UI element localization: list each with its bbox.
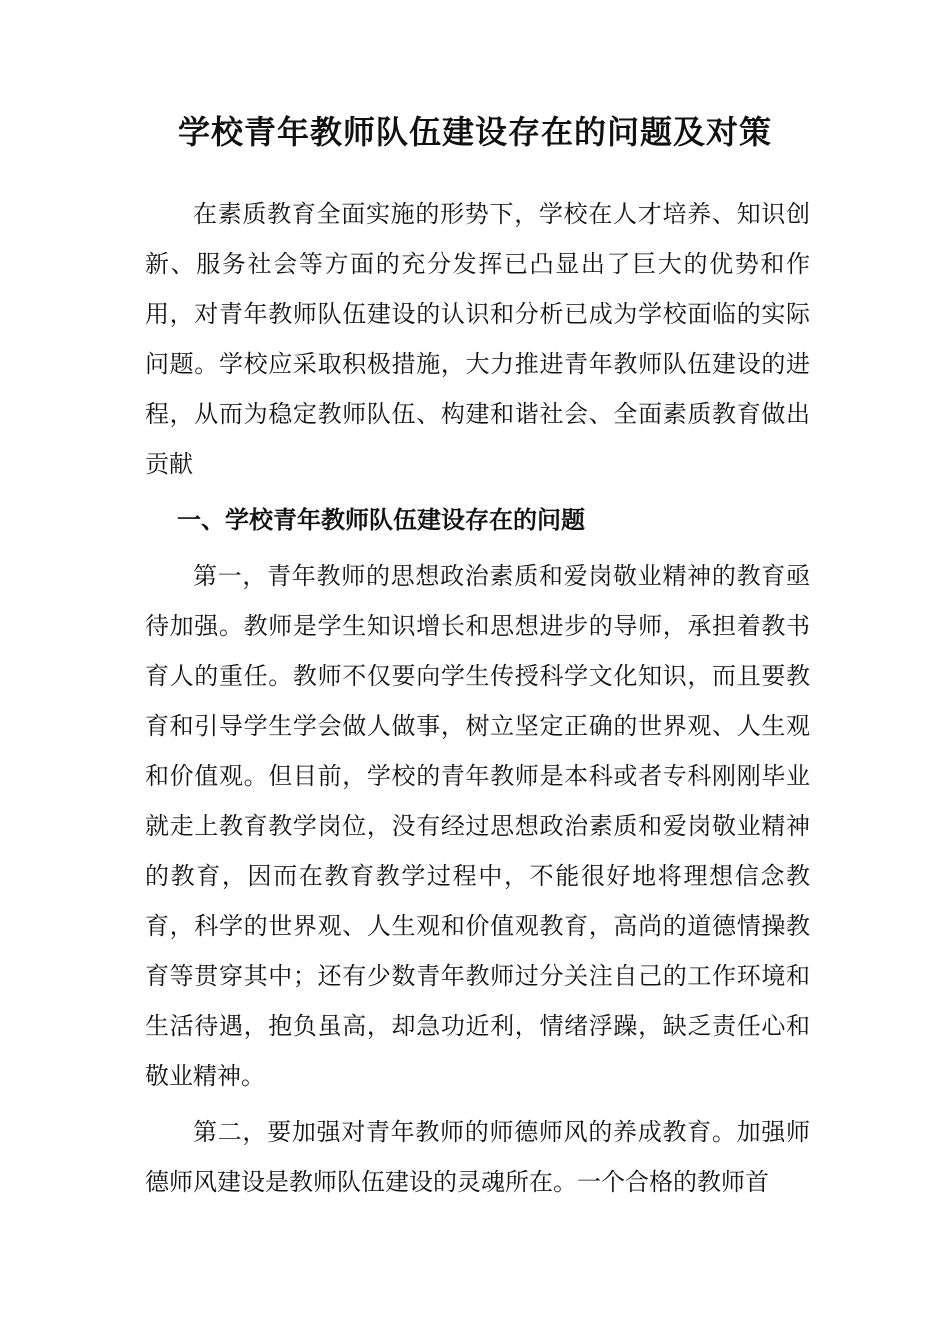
document-title: 学校青年教师队伍建设存在的问题及对策 (177, 113, 772, 151)
document-body (145, 189, 810, 1207)
paragraph-second: 第二，要加强对青年教师的师德师风的养成教育。加强师德师风建设是教师队伍建设的灵魂所在。一个合格的教师首 (145, 1118, 810, 1196)
section-heading: 一、学校青年教师队伍建设存在的问题 (177, 506, 585, 534)
intro-paragraph: 在素质教育全面实施的形势下，学校在人才培养、知识创新、服务社会等方面的充分发挥已凸显出了巨大的优势和作用，对青年教师队伍建设的认识和分析已成为学校面临的实际问题。学校应采取积极措施，大力推进青年教师队伍建设的进程，从而为稳定教师队伍、构建和谐社会、全面素质教育做出贡献 (145, 200, 810, 478)
paragraph-first: 第一，青年教师的思想政治素质和爱岗敬业精神的教育亟待加强。教师是学生知识增长和思想进步的导师，承担着教书育人的重任。教师不仅要向学生传授科学文化知识，而且要教育和引导学生学会做人做事，树立坚定正确的世界观、人生观和价值观。但目前，学校的青年教师是本科或者专科刚刚毕业就走上教育教学岗位，没有经过思想政治素质和爱岗敬业精神的教育，因而在教育教学过程中，不能很好地将理想信念教育，科学的世界观、人生观和价值观教育，高尚的道德情操教育等贯穿其中；还有少数青年教师过分关注自己的工作环境和生活待遇，抱负虽高，却急功近利，情绪浮躁，缺乏责任心和敬业精神。 (145, 562, 810, 1090)
